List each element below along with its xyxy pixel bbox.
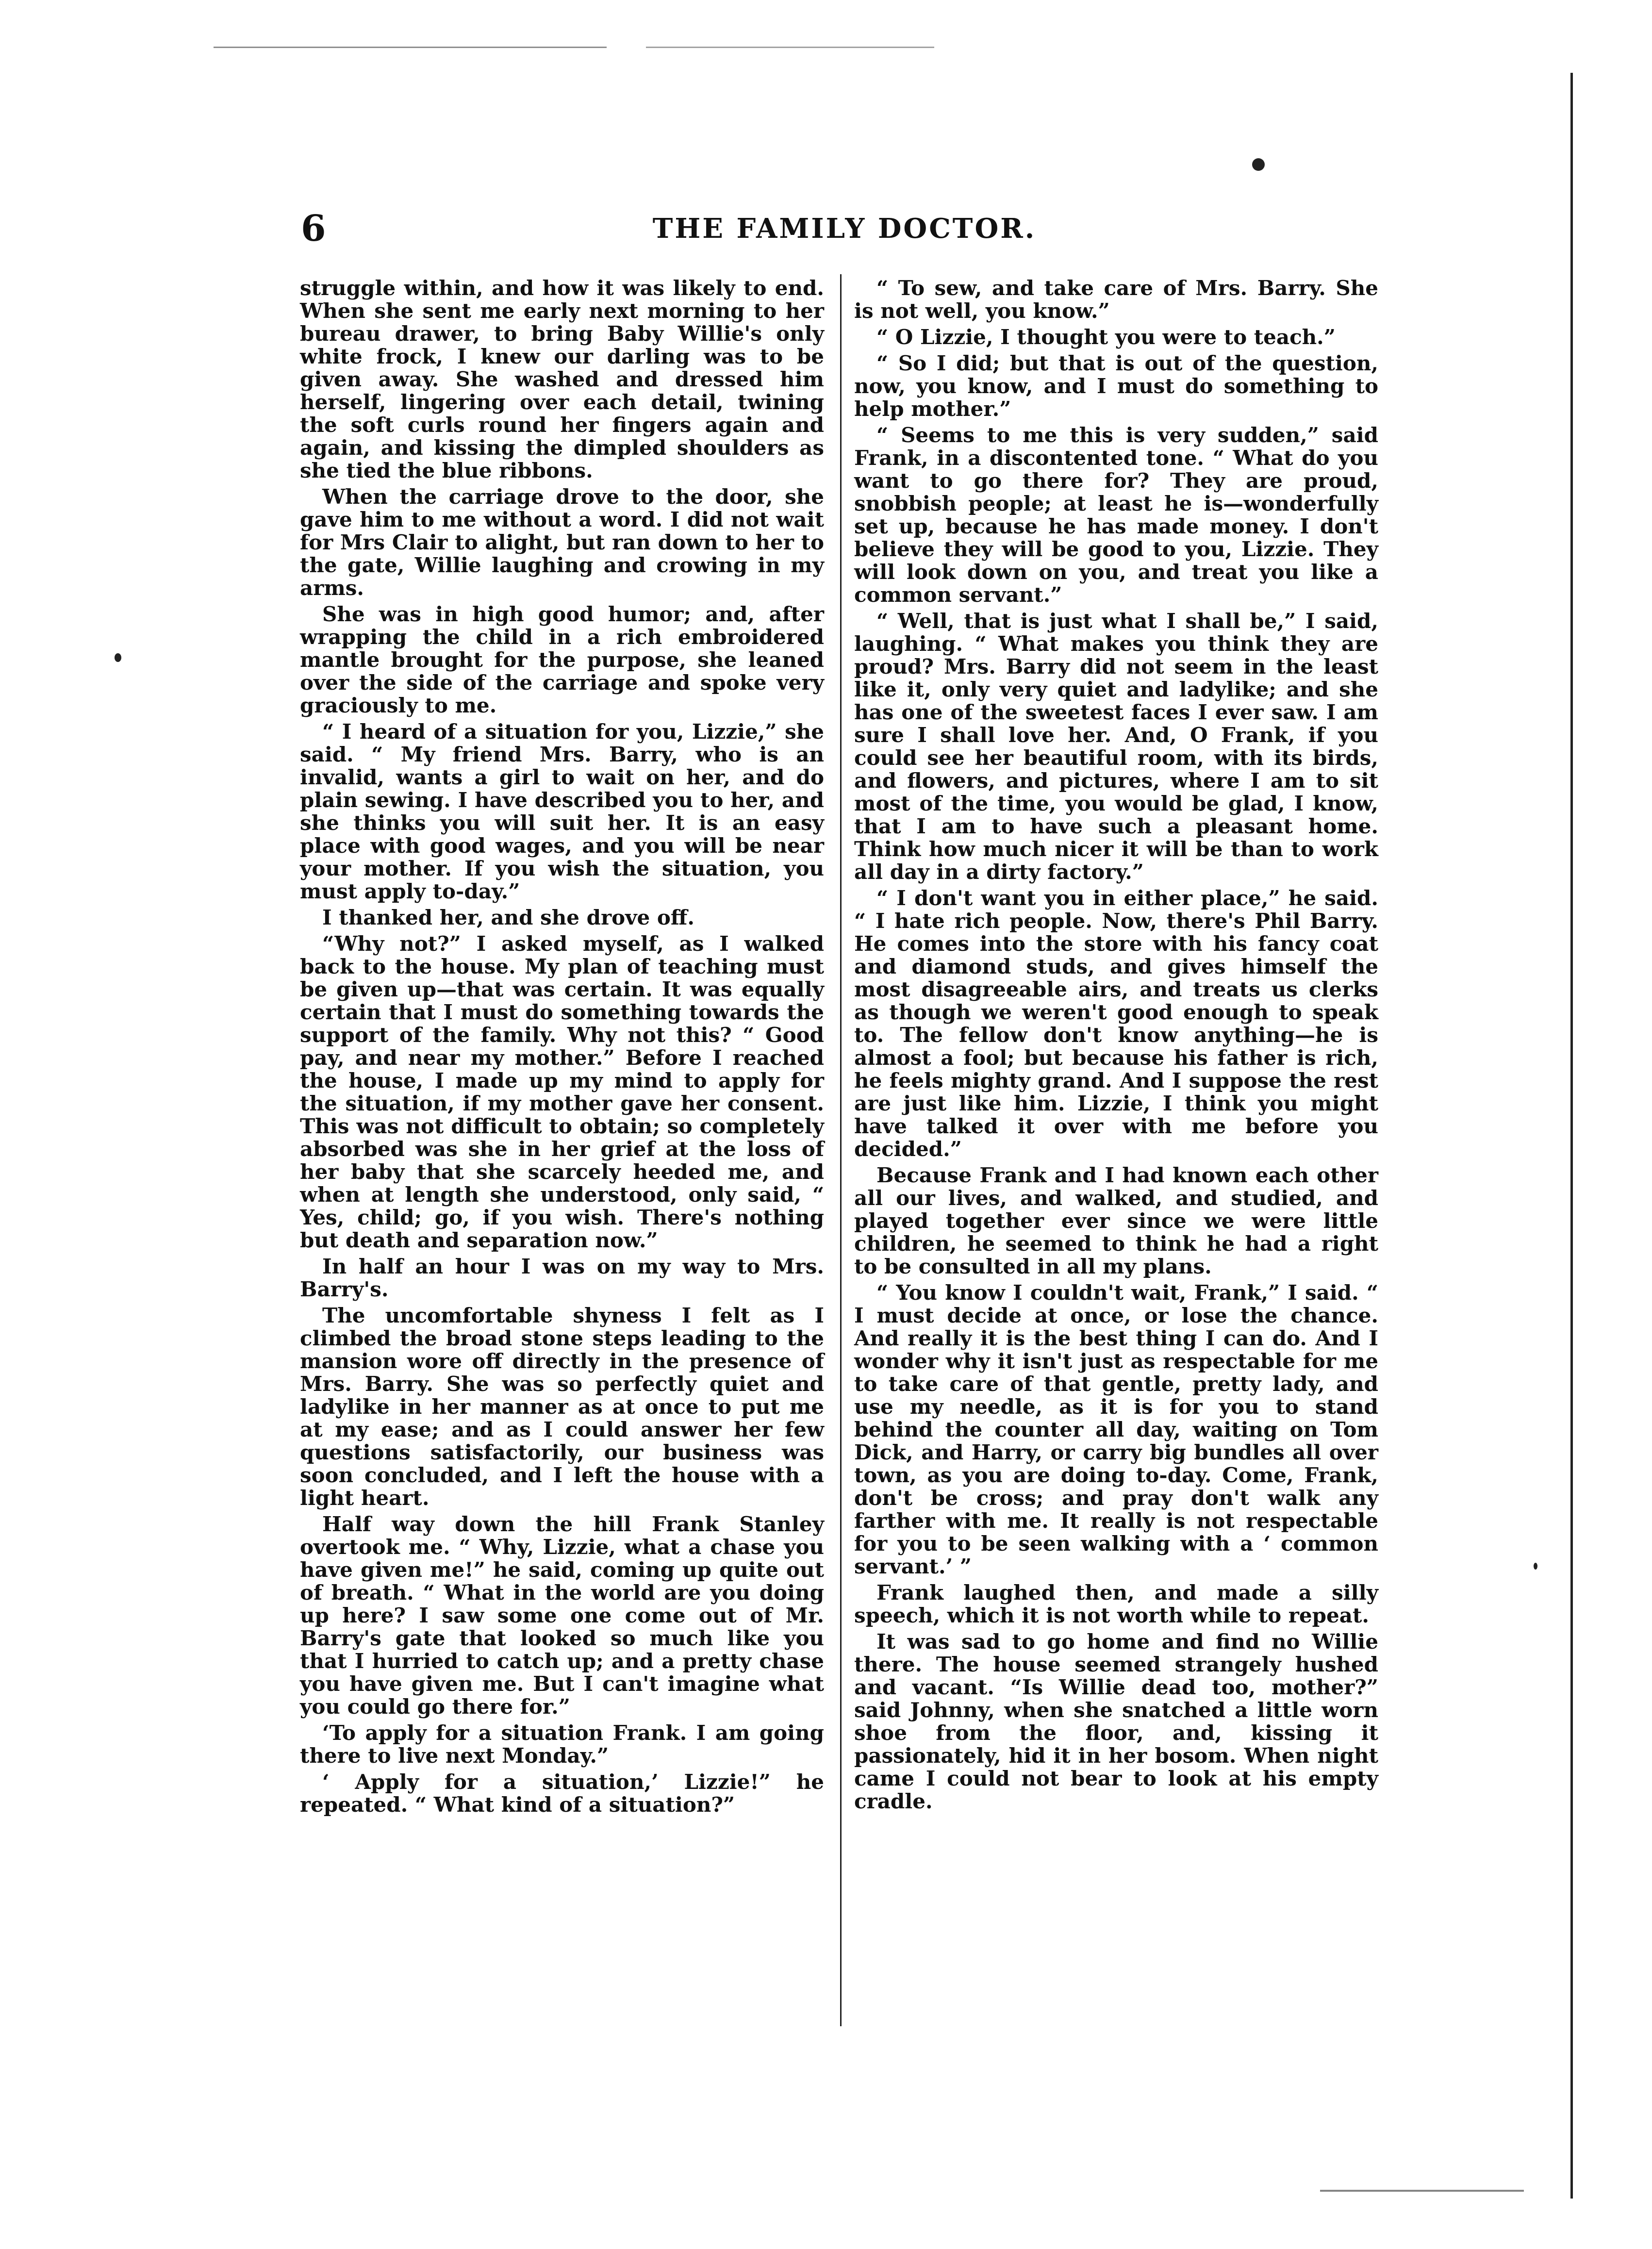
paragraph: “ Seems to me this is very sudden,” said Frank, in a discontented tone. “ What do you want to go there for? They are proud, snobbish people; at least he is—wonderfully set up, because he has made money. I don't believe they will be good to you, Lizzie. They will look down on you, and treat you like a common servant.” [854,423,1378,607]
paragraph: It was sad to go home and find no Willie there. The house seemed strangely hushed and vacant. “Is Willie dead too, mother?” said Johnny, when she snatched a little worn shoe from the floor, and, kissing it passionately, hid it in her bosom. When night came I could not bear to look at his empty cradle. [854,1630,1378,1813]
paragraph: “ Well, that is just what I shall be,” I said, laughing. “ What makes you think they are proud? Mrs. Barry did not seem in the least like it, only very quiet and ladylike; and she has one of the sweetest faces I ever saw. I am sure I shall love her. And, O Frank, if you could see her beautiful room, with its birds, and flowers, and pictures, where I am to sit most of the time, you would be glad, I know, that I am to have such a pleasant home. Think how much nicer it will be than to work all day in a dirty factory.” [854,609,1378,884]
ink-speck [1534,1563,1537,1570]
right-column [854,277,1378,1816]
page-header [301,204,1388,248]
paragraph: Half way down the hill Frank Stanley overtook me. “ Why, Lizzie, what a chase you have given me!” he said, coming up quite out of breath. “ What in the world are you doing up here? I saw some one come out of Mr. Barry's gate that looked so much like you that I hurried to catch up; and a pretty chase you have given me. But I can't imagine what you could go there for.” [300,1512,824,1719]
paragraph: I thanked her, and she drove off. [322,906,694,929]
paragraph: Because Frank and I had known each other all our lives, and walked, and studied, and played together ever since we were little children, he seemed to think he had a right to be consulted in all my plans. [854,1163,1378,1278]
paragraph: The uncomfortable shyness I felt as I climbed the broad stone steps leading to the mansion wore off directly in the presence of Mrs. Barry. She was so perfectly quiet and ladylike in her manner as at once to put me at my ease; and as I could answer her few questions satisfactorily, our business was soon concluded, and I left the house with a light heart. [300,1304,824,1510]
paragraph: “ You know I couldn't wait, Frank,” I said. “ I must decide at once, or lose the chance. And really it is the best thing I can do. And I wonder why it isn't just as respectable for me to take care of that gentle, pretty lady, and use my needle, as it is for you to stand behind the counter all day, waiting on Tom Dick, and Harry, or carry big bundles all over town, as you are doing to-day. Come, Frank, don't be cross; and pray don't walk any farther with me. It really is not respectable for you to be seen walking with a ‘ common servant.’ ” [854,1281,1378,1578]
paragraph: Frank laughed then, and made a silly speech, which it is not worth while to repeat. [854,1581,1378,1627]
left-column [300,277,824,1819]
column-divider [840,274,842,2026]
paragraph: “ I heard of a situation for you, Lizzie,” she said. “ My friend Mrs. Barry, who is an invalid, wants a girl to wait on her, and do plain sewing. I have described you to her, and she thinks you will suit her. It is an easy place with good wages, and you will be near your mother. If you wish the situation, you must apply to-day.” [300,720,824,903]
ink-speck [115,653,121,662]
scan-edge-bottom [1320,2190,1524,2192]
page-number: 6 [301,208,326,249]
paragraph: When the carriage drove to the door, she gave him to me without a word. I did not wait for Mrs Clair to alight, but ran down to her to the gate, Willie laughing and crowing in my arms. [300,485,824,600]
running-title: THE FAMILY DOCTOR. [652,213,1037,245]
paragraph: “Why not?” I asked myself, as I walked back to the house. My plan of teaching must be given up—that was certain. It was equally certain that I must do something towards the support of the family. Why not this? “ Good pay, and near my mother.” Before I reached the house, I made up my mind to apply for the situation, if my mother gave her consent. This was not difficult to obtain; so completely absorbed was she in her grief at the loss of her baby that she scarcely heeded me, and when at length she understood, only said, “ Yes, child; go, if you wish. There's nothing but death and separation now.” [300,932,824,1252]
scan-edge-top [214,47,1524,48]
paragraph: ‘ Apply for a situation,’ Lizzie!” he repeated. “ What kind of a situation?” [300,1770,824,1817]
scan-edge-right [1570,73,1573,2199]
paragraph: struggle within, and how it was likely to end. When she sent me early next morning to her bureau drawer, to bring Baby Willie's only white frock, I knew our darling was to be given away. She washed and dressed him herself, lingering over each detail, twining the soft curls round her fingers again and again, and kissing the dimpled shoulders as she tied the blue ribbons. [300,276,824,482]
paragraph: ‘To apply for a situation Frank. I am going there to live next Monday.” [300,1721,824,1768]
paragraph: “ O Lizzie, I thought you were to teach.” [876,325,1336,349]
paragraph: “ I don't want you in either place,” he said. “ I hate rich people. Now, there's Phil Barry. He comes into the store with his fancy coat and diamond studs, and gives himself the most disagreeable airs, and treats us clerks as though we weren't good enough to speak to. The fellow don't know anything—he is almost a fool; but because his father is rich, he feels mighty grand. And I suppose the rest are just like him. Lizzie, I think you might have talked it over with me before you decided.” [854,886,1378,1161]
paragraph: In half an hour I was on my way to Mrs. Barry's. [300,1255,824,1301]
ink-speck [1252,158,1265,171]
paragraph: She was in high good humor; and, after wrapping the child in a rich embroidered mantle brought for the purpose, she leaned over the side of the carriage and spoke very graciously to me. [300,602,824,717]
paragraph: “ So I did; but that is out of the question, now, you know, and I must do something to help mother.” [854,351,1378,421]
paragraph: “ To sew, and take care of Mrs. Barry. She is not well, you know.” [854,276,1378,323]
